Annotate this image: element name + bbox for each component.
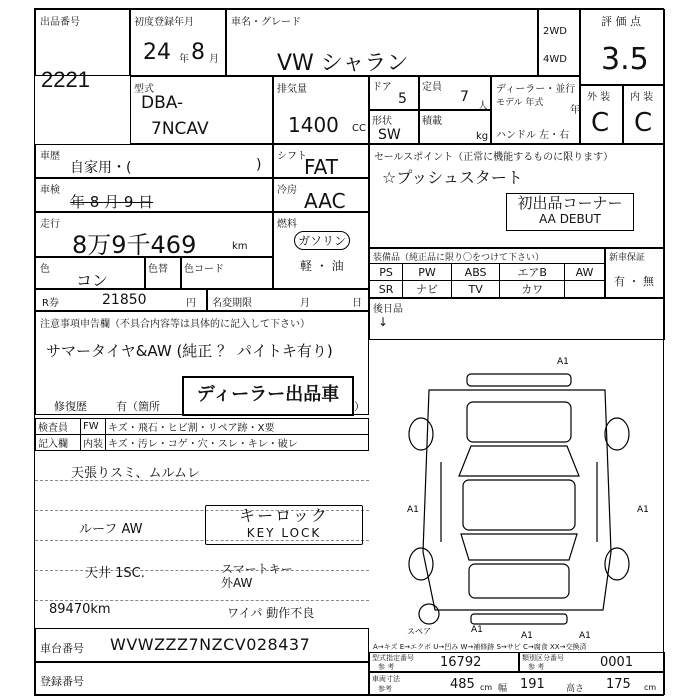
color-label: 色 xyxy=(40,264,50,275)
recycle-unit: 円 xyxy=(186,298,196,309)
name-change-day: 日 xyxy=(352,298,362,309)
recycle-cell xyxy=(35,289,207,311)
new-car-warranty-cell xyxy=(605,248,665,298)
after-value: ↓ xyxy=(378,315,389,329)
exterior-value: C xyxy=(591,108,610,138)
type-value-1: DBA- xyxy=(141,93,184,113)
first-reg-month: 8 xyxy=(191,40,205,65)
length-unit: cm xyxy=(480,683,493,692)
diagram-spare-label: スペア xyxy=(407,627,431,636)
remark-6: ワイパ 動作不良 xyxy=(227,606,315,620)
notes-cell xyxy=(35,311,369,415)
name-change-cell xyxy=(207,289,369,311)
fuel-light-oil: 軽 ・ 油 xyxy=(300,259,344,273)
doors-value: 5 xyxy=(398,91,407,107)
history-close: ) xyxy=(256,157,262,173)
recorder-label: 記入欄 xyxy=(36,435,81,451)
name-change-label: 名変期限 xyxy=(212,298,252,309)
diagram-hood xyxy=(467,402,571,442)
dims-unit: cm xyxy=(644,683,657,692)
diagram-trunk xyxy=(469,564,569,598)
type-value-2: 7NCAV xyxy=(151,119,209,139)
ac-label: 冷房 xyxy=(277,185,297,196)
diagram-mark-1: A1 xyxy=(557,357,569,367)
doors-label: ドア xyxy=(372,82,392,93)
length-value: 485 xyxy=(450,677,475,692)
drive-2wd: 2WD xyxy=(543,26,567,37)
equip-ps: PS xyxy=(370,264,403,281)
mileage-value: 8万9千469 xyxy=(72,231,197,259)
equipment-table xyxy=(369,263,605,298)
dealer-label: ディーラー・並行 xyxy=(496,84,576,95)
height-label: 高さ xyxy=(566,684,585,694)
diagram-roof xyxy=(463,480,575,530)
after-label: 後日品 xyxy=(373,304,403,315)
diagram-wheel-fr xyxy=(605,418,629,450)
dealer-cell xyxy=(491,76,580,144)
repair-value: 有（箇所 xyxy=(116,400,160,413)
drive-4wd: 4WD xyxy=(543,54,567,65)
interior-insp-label: 内装 xyxy=(81,435,106,451)
dims-sub: 参考 xyxy=(378,685,392,693)
shift-value: FAT xyxy=(304,155,339,179)
score-label: 評 価 点 xyxy=(601,15,641,28)
equip-tv: TV xyxy=(451,281,499,298)
sales-points-value: ☆プッシュスタート xyxy=(382,168,523,187)
fuel-label: 燃料 xyxy=(277,219,297,230)
reg-label: 登録番号 xyxy=(40,675,84,688)
chassis-cell xyxy=(35,628,369,662)
handle-label: ハンドル 左・右 xyxy=(496,130,570,141)
equip-navi: ナビ xyxy=(403,281,452,298)
color-code-label: 色コード xyxy=(184,264,224,275)
diagram-rear-glass xyxy=(461,534,577,560)
shape-value: SW xyxy=(378,127,401,143)
recycle-value: 21850 xyxy=(102,292,147,308)
equip-abs: ABS xyxy=(451,264,499,281)
diagram-body-outline xyxy=(423,390,611,610)
score-value: 3.5 xyxy=(601,42,649,77)
shift-cell xyxy=(273,144,369,178)
color-value: コン xyxy=(76,271,109,290)
equip-pw: PW xyxy=(403,264,452,281)
history-cell xyxy=(35,144,273,178)
capacity-label: 定員 xyxy=(422,82,442,93)
score-cell xyxy=(580,9,665,85)
remark-2: ルーフ AW xyxy=(79,522,143,537)
exterior-cell xyxy=(580,85,623,144)
type-cell xyxy=(130,76,273,144)
fuel-value: ガソリン xyxy=(294,231,350,250)
diagram-mark-2: A1 xyxy=(407,505,419,515)
equip-leather: カワ xyxy=(500,281,565,298)
mileage-cell xyxy=(35,212,273,257)
category-cell xyxy=(519,652,665,672)
keylock-title: キーロック xyxy=(239,506,329,525)
name-grade-label: 車名・グレード xyxy=(231,17,301,28)
remark-4: スマートキー 外AW xyxy=(221,562,293,590)
sales-points-cell xyxy=(369,144,665,248)
model-year-unit: 年 xyxy=(570,105,580,116)
repair-close: ） xyxy=(354,400,365,413)
diagram-wheel-rr xyxy=(605,548,629,580)
remark-1: 天張りスミ、ムルムレ xyxy=(71,466,200,481)
displacement-label: 排気量 xyxy=(277,84,307,95)
fuel-cell xyxy=(273,212,369,289)
name-grade-value: VW シャラン xyxy=(277,51,409,76)
type-designation-label: 型式指定番号 xyxy=(372,654,414,662)
debut-title: 初出品コーナー xyxy=(517,194,623,212)
diagram-mark-3: A1 xyxy=(637,505,649,515)
keylock-subtitle: KEY LOCK xyxy=(246,526,322,540)
auction-sheet xyxy=(34,8,664,696)
interior-items: キズ・汚レ・コゲ・穴・スレ・キレ・破レ xyxy=(106,435,369,451)
model-year-label: モデル 年式 xyxy=(496,98,544,108)
recycle-label: R券 xyxy=(42,298,59,309)
diagram-mark-5: A1 xyxy=(521,631,533,641)
inspection-table xyxy=(35,418,369,451)
color-code-cell xyxy=(181,257,273,289)
dimensions-cell xyxy=(369,672,665,695)
lot-cell xyxy=(35,9,130,76)
load-cell xyxy=(419,110,491,144)
diagram-mark-6: A1 xyxy=(579,631,591,641)
load-label: 積載 xyxy=(422,116,442,127)
debut-subtitle: AA DEBUT xyxy=(539,212,601,226)
diagram-spare-tire xyxy=(419,604,439,624)
fw-items: キズ・飛石・ヒビ割・リペア跡・X要 xyxy=(106,419,369,435)
ac-value: AAC xyxy=(304,189,346,213)
first-reg-year-unit: 年 xyxy=(179,54,189,65)
repair-label: 修復歴 xyxy=(54,400,87,413)
displacement-value: 1400 xyxy=(288,113,339,137)
chassis-value: WVWZZZ7NZCV028437 xyxy=(110,635,311,654)
equip-sr: SR xyxy=(370,281,403,298)
height-value: 175 xyxy=(606,677,631,692)
type-label: 型式 xyxy=(134,84,154,95)
inspector-label: 検査員 xyxy=(36,419,81,435)
first-reg-label: 初度登録年月 xyxy=(134,17,194,28)
dealer-stamp: ディーラー出品車 xyxy=(182,376,354,416)
interior-value: C xyxy=(634,108,653,138)
capacity-cell xyxy=(419,76,491,110)
category-value: 0001 xyxy=(600,655,634,670)
history-label: 車歴 xyxy=(40,151,60,162)
diagram-front-bumper xyxy=(467,374,571,386)
warranty-options: 有 ・ 無 xyxy=(614,275,654,288)
diagram-rear-bumper xyxy=(471,614,567,624)
color-cell xyxy=(35,257,145,289)
remarks-line-5 xyxy=(35,600,369,601)
mileage-unit: km xyxy=(232,241,248,252)
after-items-cell xyxy=(369,298,665,340)
diagram-wheel-rl xyxy=(409,548,433,580)
debut-box xyxy=(506,193,634,231)
notes-label: 注意事項申告欄（不具合内容等は具体的に記入して下さい） xyxy=(40,319,310,330)
inspection-cell xyxy=(35,178,273,212)
fw-label: FW xyxy=(81,419,106,435)
capacity-unit: 人 xyxy=(478,101,488,112)
shape-label: 形状 xyxy=(372,116,392,127)
exterior-label: 外 装 xyxy=(587,92,611,103)
first-reg-month-unit: 月 xyxy=(209,54,219,65)
name-change-month: 月 xyxy=(300,298,310,309)
remark-3: 天井 1SC. xyxy=(85,566,145,581)
remark-5: 89470km xyxy=(49,602,111,617)
new-car-label: 新車保証 xyxy=(609,253,646,263)
notes-value: サマータイヤ&AW (純正 ？ パイトキ有り) xyxy=(46,342,333,360)
inspection-value: 年 8 月 9 日 xyxy=(70,193,154,211)
equipment-label: 装備品（純正品に限り〇をつけて下さい） xyxy=(373,253,545,263)
mileage-label: 走行 xyxy=(40,219,60,230)
diagram-mark-4: A1 xyxy=(471,625,483,635)
equip-airbag: エアB xyxy=(500,264,565,281)
chassis-label: 車台番号 xyxy=(40,642,84,655)
category-sub: 参 考 xyxy=(528,663,545,671)
sales-points-label: セールスポイント（正常に機能するものに限ります） xyxy=(374,152,614,163)
car-damage-diagram xyxy=(371,342,663,642)
doors-cell xyxy=(369,76,419,110)
color-change-cell xyxy=(145,257,181,289)
name-grade-cell xyxy=(226,9,538,76)
category-label: 類別区分番号 xyxy=(522,654,564,662)
interior-label: 内 装 xyxy=(630,92,654,103)
dims-label: 車両寸法 xyxy=(372,675,400,683)
shape-cell xyxy=(369,110,419,144)
drive-cell xyxy=(538,9,580,76)
type-designation-cell xyxy=(369,652,519,672)
diagram-legend: A→キズ E→エクボ U→凹み W→補修跡 S→サビ C→腐食 XX→交換済 xyxy=(373,643,587,651)
type-designation-sub: 参 考 xyxy=(378,663,395,671)
load-unit: kg xyxy=(476,131,489,142)
history-value: 自家用・( xyxy=(70,160,132,176)
inspection-label: 車検 xyxy=(40,185,60,196)
first-reg-year: 24 xyxy=(143,40,171,65)
shift-label: シフト xyxy=(277,151,307,162)
first-reg-cell xyxy=(130,9,226,76)
ac-cell xyxy=(273,178,369,212)
lot-number: 2221 xyxy=(41,67,90,92)
equip-aw: AW xyxy=(565,264,605,281)
color-change-label: 色替 xyxy=(148,264,168,275)
displacement-cell xyxy=(273,76,369,144)
lot-label: 出品番号 xyxy=(40,17,80,28)
width-label: 幅 xyxy=(498,684,508,694)
equip-empty xyxy=(565,281,605,298)
capacity-value: 7 xyxy=(460,89,469,105)
interior-cell xyxy=(623,85,665,144)
diagram-wheel-fl xyxy=(409,418,433,450)
diagram-windshield xyxy=(459,446,579,476)
keylock-stamp xyxy=(205,505,363,545)
type-designation-value: 16792 xyxy=(440,655,482,670)
reg-cell xyxy=(35,662,369,695)
width-value: 191 xyxy=(520,677,545,692)
displacement-unit: CC xyxy=(352,123,366,134)
